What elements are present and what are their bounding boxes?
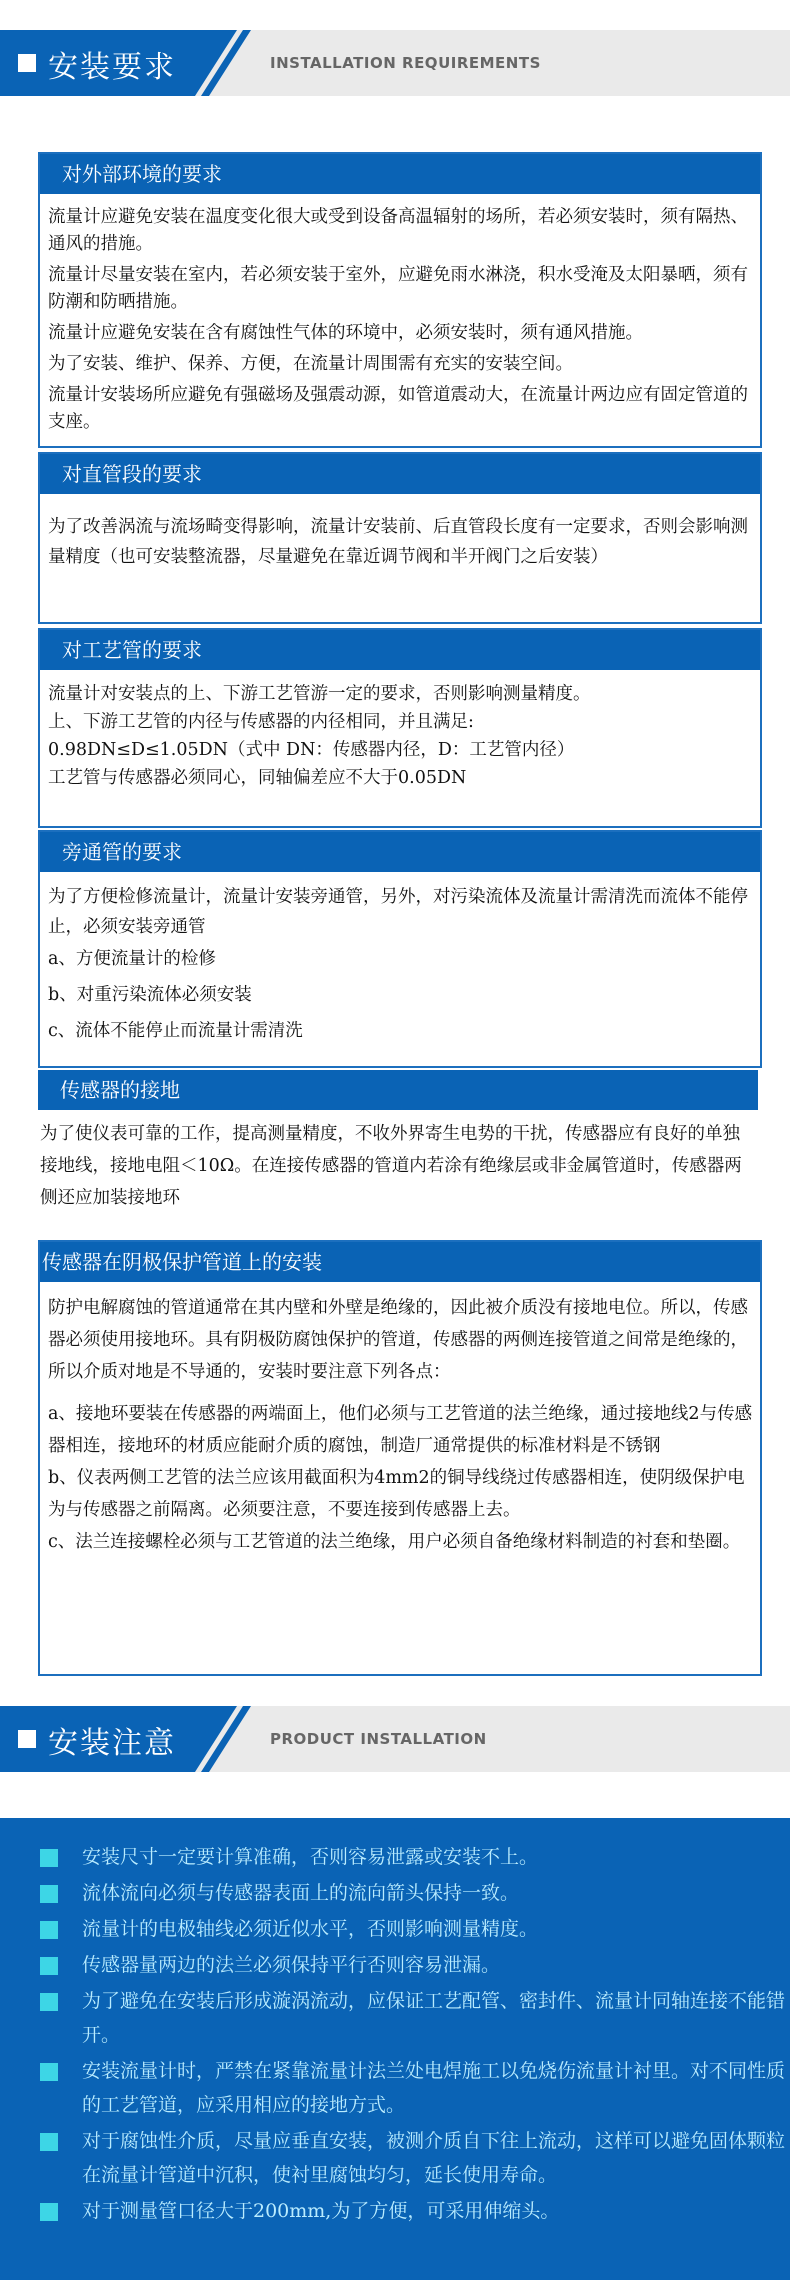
section-paragraph: 为了使仪表可靠的工作，提高测量精度，不收外界寄生电势的干扰，传感器应有良好的单独接地线，接地电阻＜10Ω。在连接传感器的管道内若涂有绝缘层或非金属管道时，传感器两侧还应加装接地环 xyxy=(40,1124,742,1208)
section-paragraph: c、法兰连接螺栓必须与工艺管道的法兰绝缘，用户必须自备绝缘材料制造的衬套和垫圈。 xyxy=(48,1532,741,1552)
square-bullet-icon xyxy=(18,1730,36,1748)
section-heading: 旁通管的要求 xyxy=(40,832,760,872)
section-paragraph: 防护电解腐蚀的管道通常在其内壁和外壁是绝缘的，因此被介质没有接地电位。所以，传感器必须使用接地环。具有阴极防腐蚀保护的管道，传感器的两侧连接管道之间常是绝缘的，所以介质对地是不导通的，安装时要注意下列各点： xyxy=(48,1298,748,1382)
note-text: 安装尺寸一定要计算准确，否则容易泄露或安装不上。 xyxy=(82,1846,539,1868)
list-item xyxy=(40,1984,790,2052)
note-text: 传感器量两边的法兰必须保持平行否则容易泄漏。 xyxy=(82,1954,501,1976)
square-bullet-icon xyxy=(40,1921,58,1939)
list-item xyxy=(40,1948,790,1982)
section-paragraph: 工艺管与传感器必须同心，同轴偏差应不大于0.05DN xyxy=(48,768,467,788)
list-item xyxy=(40,2054,790,2122)
section-paragraph: a、方便流量计的检修 xyxy=(48,949,216,969)
section-heading: 传感器在阴极保护管道上的安装 xyxy=(40,1242,760,1282)
section-paragraph: 0.98DN≤D≤1.05DN（式中 DN：传感器内径，D：工艺管内径） xyxy=(48,740,575,760)
banner-title: 安装注意 xyxy=(48,1726,176,1761)
section-cathodic-protection xyxy=(38,1240,762,1676)
list-item xyxy=(40,1912,790,1946)
list-item xyxy=(40,2194,790,2228)
square-bullet-icon xyxy=(40,1993,58,2011)
section-paragraph: b、对重污染流体必须安装 xyxy=(48,985,252,1005)
section-paragraph: c、流体不能停止而流量计需清洗 xyxy=(48,1021,303,1041)
note-text: 流量计的电极轴线必须近似水平，否则影响测量精度。 xyxy=(82,1918,539,1940)
section-paragraph: a、接地环要装在传感器的两端面上，他们必须与工艺管道的法兰绝缘，通过接地线2与传感器相连，接地环的材质应能耐介质的腐蚀，制造厂通常提供的标准材料是不锈钢 xyxy=(48,1404,753,1456)
section-paragraph: 为了改善涡流与流场畸变得影响，流量计安装前、后直管段长度有一定要求，否则会影响测量精度（也可安装整流器，尽量避免在靠近调节阀和半开阀门之后安装） xyxy=(48,517,748,567)
note-text: 为了避免在安装后形成漩涡流动，应保证工艺配管、密封件、流量计同轴连接不能错开。 xyxy=(82,1990,786,2046)
banner-subtitle: INSTALLATION REQUIREMENTS xyxy=(270,54,541,72)
install-notes-banner xyxy=(0,1706,790,1772)
section-paragraph: b、仪表两侧工艺管的法兰应该用截面积为4mm2的铜导线绕过传感器相连，使阴级保护电为与传感器之前隔离。必须要注意，不要连接到传感器上去。 xyxy=(48,1468,745,1520)
section-heading: 对外部环境的要求 xyxy=(40,154,760,194)
square-bullet-icon xyxy=(40,1849,58,1867)
list-item xyxy=(40,1876,790,1910)
section-paragraph: 流量计应避免安装在含有腐蚀性气体的环境中，必须安装时，须有通风措施。 xyxy=(48,323,643,343)
install-notes-panel xyxy=(0,1818,790,2280)
section-sensor-grounding xyxy=(38,1070,758,1236)
list-item xyxy=(40,2124,790,2192)
section-paragraph: 上、下游工艺管的内径与传感器的内径相同，并且满足: xyxy=(48,712,474,732)
square-bullet-icon xyxy=(40,2203,58,2221)
square-bullet-icon xyxy=(40,2133,58,2151)
banner-slash-decoration xyxy=(195,1706,275,1772)
install-notes-list xyxy=(0,1818,790,2228)
note-text: 流体流向必须与传感器表面上的流向箭头保持一致。 xyxy=(82,1882,520,1904)
square-bullet-icon xyxy=(40,1957,58,1975)
banner-title-block xyxy=(0,30,195,96)
section-paragraph: 为了方便检修流量计，流量计安装旁通管，另外，对污染流体及流量计需清洗而流体不能停止，必须安装旁通管 xyxy=(48,887,748,937)
section-paragraph: 流量计尽量安装在室内，若必须安装于室外，应避免雨水淋浇，积水受淹及太阳暴晒，须有防潮和防晒措施。 xyxy=(48,265,748,312)
note-text: 对于测量管口径大于200mm,为了方便，可采用伸缩头。 xyxy=(82,2200,560,2222)
banner-subtitle: PRODUCT INSTALLATION xyxy=(270,1730,487,1748)
section-paragraph: 流量计安装场所应避免有强磁场及强震动源，如管道震动大，在流量计两边应有固定管道的支座。 xyxy=(48,385,748,432)
section-bypass-pipe xyxy=(38,830,762,1068)
section-paragraph: 流量计应避免安装在温度变化很大或受到设备高温辐射的场所，若必须安装时，须有隔热、通风的措施。 xyxy=(48,207,748,254)
section-straight-pipe xyxy=(38,452,762,624)
section-heading: 对直管段的要求 xyxy=(40,454,760,494)
banner-title-block xyxy=(0,1706,195,1772)
list-item xyxy=(40,1840,790,1874)
section-paragraph: 流量计对安装点的上、下游工艺管游一定的要求，否则影响测量精度。 xyxy=(48,684,591,704)
section-heading: 对工艺管的要求 xyxy=(40,630,760,670)
square-bullet-icon xyxy=(18,54,36,72)
section-heading: 传感器的接地 xyxy=(38,1070,758,1110)
banner-slash-decoration xyxy=(195,30,275,96)
section-process-pipe xyxy=(38,628,762,828)
banner-title: 安装要求 xyxy=(48,50,176,85)
install-requirements-banner xyxy=(0,30,790,96)
section-external-environment xyxy=(38,152,762,448)
square-bullet-icon xyxy=(40,2063,58,2081)
square-bullet-icon xyxy=(40,1885,58,1903)
section-paragraph: 为了安装、维护、保养、方便，在流量计周围需有充实的安装空间。 xyxy=(48,354,573,374)
note-text: 对于腐蚀性介质，尽量应垂直安装，被测介质自下往上流动，这样可以避免固体颗粒在流量计管道中沉积，使衬里腐蚀均匀，延长使用寿命。 xyxy=(82,2130,786,2186)
note-text: 安装流量计时，严禁在紧靠流量计法兰处电焊施工以免烧伤流量计衬里。对不同性质的工艺管道，应采用相应的接地方式。 xyxy=(82,2060,786,2116)
